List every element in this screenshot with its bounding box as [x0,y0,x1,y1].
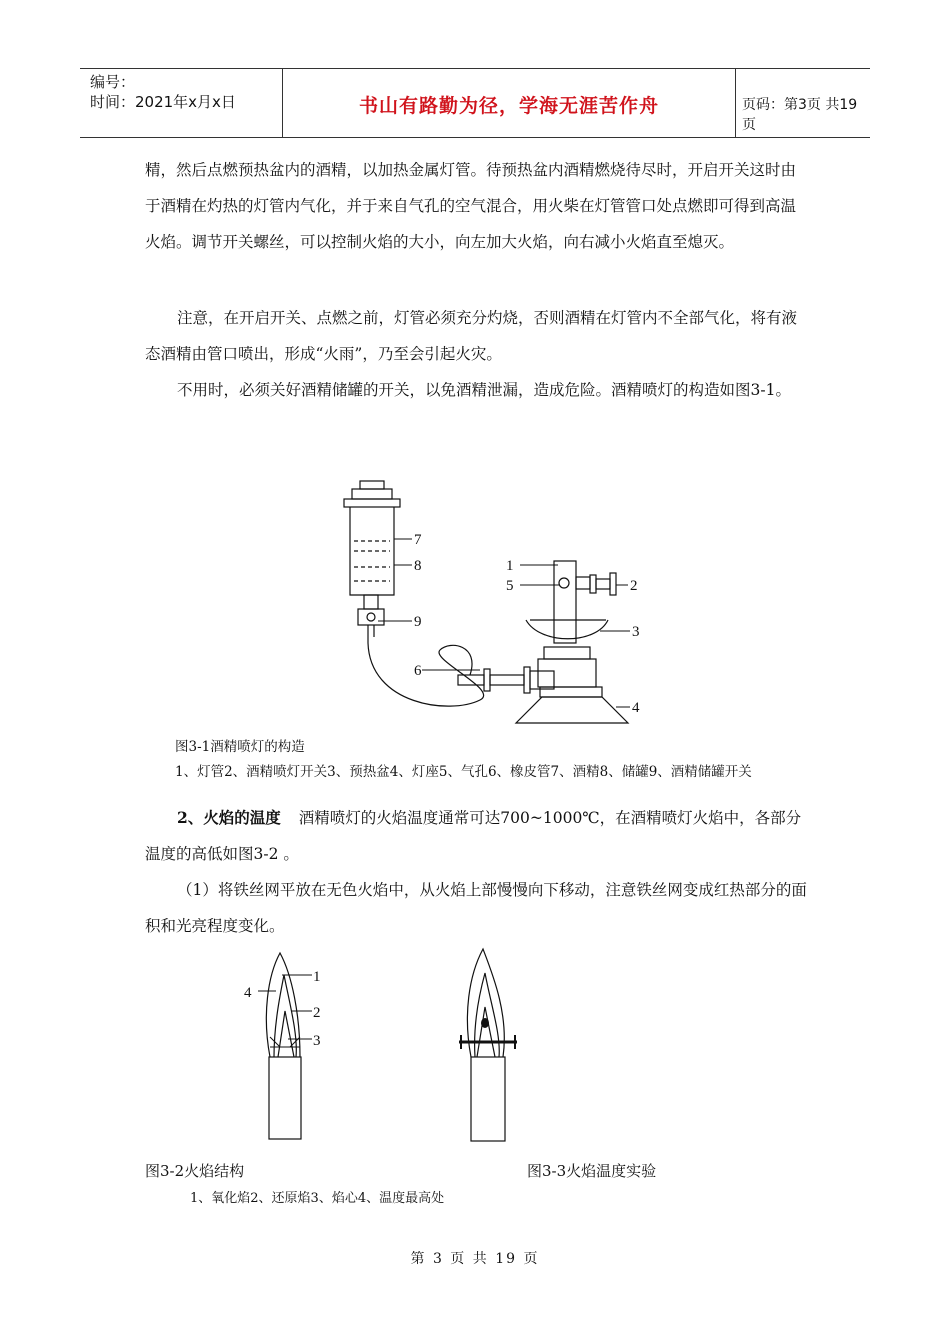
section-title: 2、火焰的温度 [177,808,281,827]
flame-structure-diagram [240,945,340,1145]
paragraph-2: 注意，在开启开关、点燃之前，灯管必须充分灼烧，否则酒精在灯管内不全部气化，将有液态酒精由管口喷出，形成“火雨”，乃至会引起火灾。 [145,309,798,363]
figure-1-legend: 1、灯管2、酒精喷灯开关3、预热盆4、灯座5、气孔6、橡皮管7、酒精8、储罐9、酒精储罐开关 [175,764,752,780]
label-7: 7 [414,532,422,548]
page-header [80,68,870,138]
figure-1-caption: 图3-1酒精喷灯的构造 [175,739,305,755]
paragraph-1: 精，然后点燃预热盆内的酒精，以加热金属灯管。待预热盆内酒精燃烧待尽时，开启开关这时由于酒精在灼热的灯管内气化，并于来自气孔的空气混合，用火柴在灯管管口处点燃即可得到高温火焰。调节开关螺丝，可以控制火焰的大小，向左加大火焰，向右减小火焰直至熄灭。 [145,161,797,251]
figure-3-caption: 图3-3火焰温度实验 [527,1162,657,1180]
label-3: 3 [632,624,640,640]
label-3: 3 [313,1033,321,1049]
label-5: 5 [506,578,514,594]
header-motto: 书山有路勤为径，学海无涯苦作舟 [358,95,659,117]
label-2: 2 [313,1005,321,1021]
label-8: 8 [414,558,422,574]
alcohol-lamp-diagram [330,475,650,735]
page-footer: 第 3 页 共 19 页 [410,1251,540,1267]
paragraph-3: 不用时，必须关好酒精储罐的开关，以免酒精泄漏，造成危险。酒精喷灯的构造如图3-1。 [177,381,791,399]
figure-2-caption: 图3-2火焰结构 [145,1162,245,1180]
label-9: 9 [414,614,422,630]
paragraph-4 [145,800,815,872]
label-1: 1 [506,558,514,574]
label-4: 4 [244,985,252,1001]
label-2: 2 [630,578,638,594]
paragraph-4-text: 酒精喷灯的火焰温度通常可达700~1000℃，在酒精喷灯火焰中，各部分温度的高低如图3-2 。 [145,809,802,863]
label-6: 6 [414,663,422,679]
label-4: 4 [632,700,640,716]
flame-temperature-experiment-diagram [455,945,545,1145]
header-meta-cell [80,69,282,137]
paragraph-5: （1）将铁丝网平放在无色火焰中，从火焰上部慢慢向下移动，注意铁丝网变成红热部分的面积和光亮程度变化。 [145,881,807,935]
header-page-info: 页码：第3页 共19页 [742,97,858,133]
header-motto-cell [282,69,736,137]
serial-number-label: 编号： [90,73,136,91]
header-page-cell [734,69,870,137]
figure-2-legend: 1、氧化焰2、还原焰3、焰心4、温度最高处 [190,1191,445,1206]
date-line: 时间：2021年x月x日 [90,93,236,111]
label-1: 1 [313,969,321,985]
